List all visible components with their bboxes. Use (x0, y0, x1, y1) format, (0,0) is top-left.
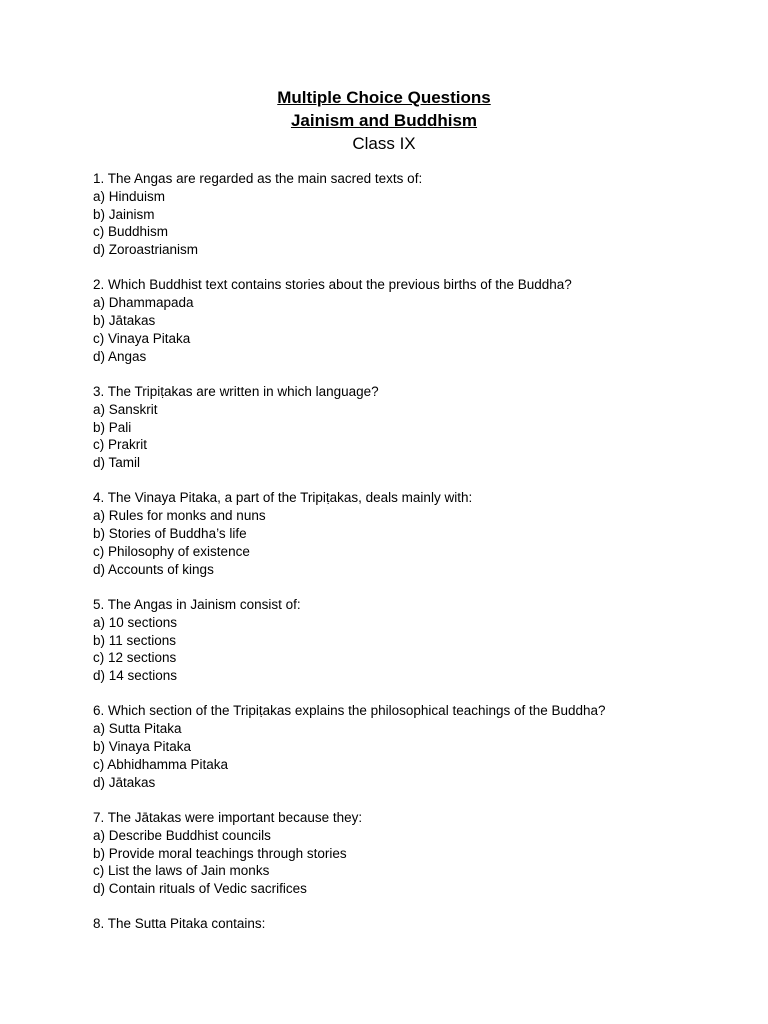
option-c: c) Prakrit (93, 437, 147, 453)
question-text: 4. The Vinaya Pitaka, a part of the Tripiṭakas, deals mainly with: (93, 490, 473, 506)
option-d: d) 14 sections (93, 668, 178, 684)
question-2 (93, 276, 733, 365)
option-d: d) Jātakas (93, 774, 156, 790)
document-header (0, 86, 768, 155)
option-b: b) Vinaya Pitaka (93, 739, 192, 755)
option-d: d) Tamil (93, 455, 141, 471)
option-c: c) Buddhism (93, 224, 169, 240)
option-b: b) Jātakas (93, 313, 156, 329)
question-text: 6. Which section of the Tripiṭakas explains the philosophical teachings of the Buddha? (93, 703, 606, 719)
question-7 (93, 809, 733, 898)
option-d: d) Angas (93, 348, 147, 364)
question-text: 3. The Tripiṭakas are written in which language? (93, 383, 379, 399)
option-a: a) Sanskrit (93, 401, 158, 417)
question-text: 8. The Sutta Pitaka contains: (93, 916, 266, 932)
option-b: b) Provide moral teachings through stories (93, 845, 347, 861)
question-3 (93, 383, 733, 472)
question-6 (93, 702, 733, 791)
option-c: c) Vinaya Pitaka (93, 330, 191, 346)
option-c: c) 12 sections (93, 650, 177, 666)
question-5 (93, 596, 733, 685)
document-title: Multiple Choice Questions (277, 88, 491, 107)
option-b: b) Stories of Buddha’s life (93, 526, 247, 542)
option-d: d) Contain rituals of Vedic sacrifices (93, 881, 307, 897)
document-topic: Jainism and Buddhism (290, 111, 478, 130)
question-text: 7. The Jātakas were important because they: (93, 809, 363, 825)
option-c: c) Philosophy of existence (93, 543, 250, 559)
option-a: a) Describe Buddhist councils (93, 827, 271, 843)
option-b: b) Pali (93, 419, 132, 435)
option-a: a) Hinduism (93, 188, 166, 204)
question-text: 2. Which Buddhist text contains stories about the previous births of the Buddha? (93, 277, 572, 293)
question-1 (93, 170, 733, 259)
option-a: a) Sutta Pitaka (93, 721, 182, 737)
question-8 (93, 915, 733, 933)
option-b: b) 11 sections (93, 632, 177, 648)
option-c: c) List the laws of Jain monks (93, 863, 270, 879)
question-text: 1. The Angas are regarded as the main sacred texts of: (93, 171, 423, 186)
question-text: 5. The Angas in Jainism consist of: (93, 596, 301, 612)
option-a: a) Rules for monks and nuns (93, 508, 266, 524)
option-b: b) Jainism (93, 206, 155, 222)
option-d: d) Zoroastrianism (93, 242, 199, 258)
option-a: a) 10 sections (93, 614, 178, 630)
option-d: d) Accounts of kings (93, 561, 214, 577)
option-a: a) Dhammapada (93, 295, 194, 311)
option-c: c) Abhidhamma Pitaka (93, 756, 229, 772)
question-list (93, 170, 733, 951)
question-4 (93, 489, 733, 578)
class-label: Class IX (352, 134, 416, 153)
